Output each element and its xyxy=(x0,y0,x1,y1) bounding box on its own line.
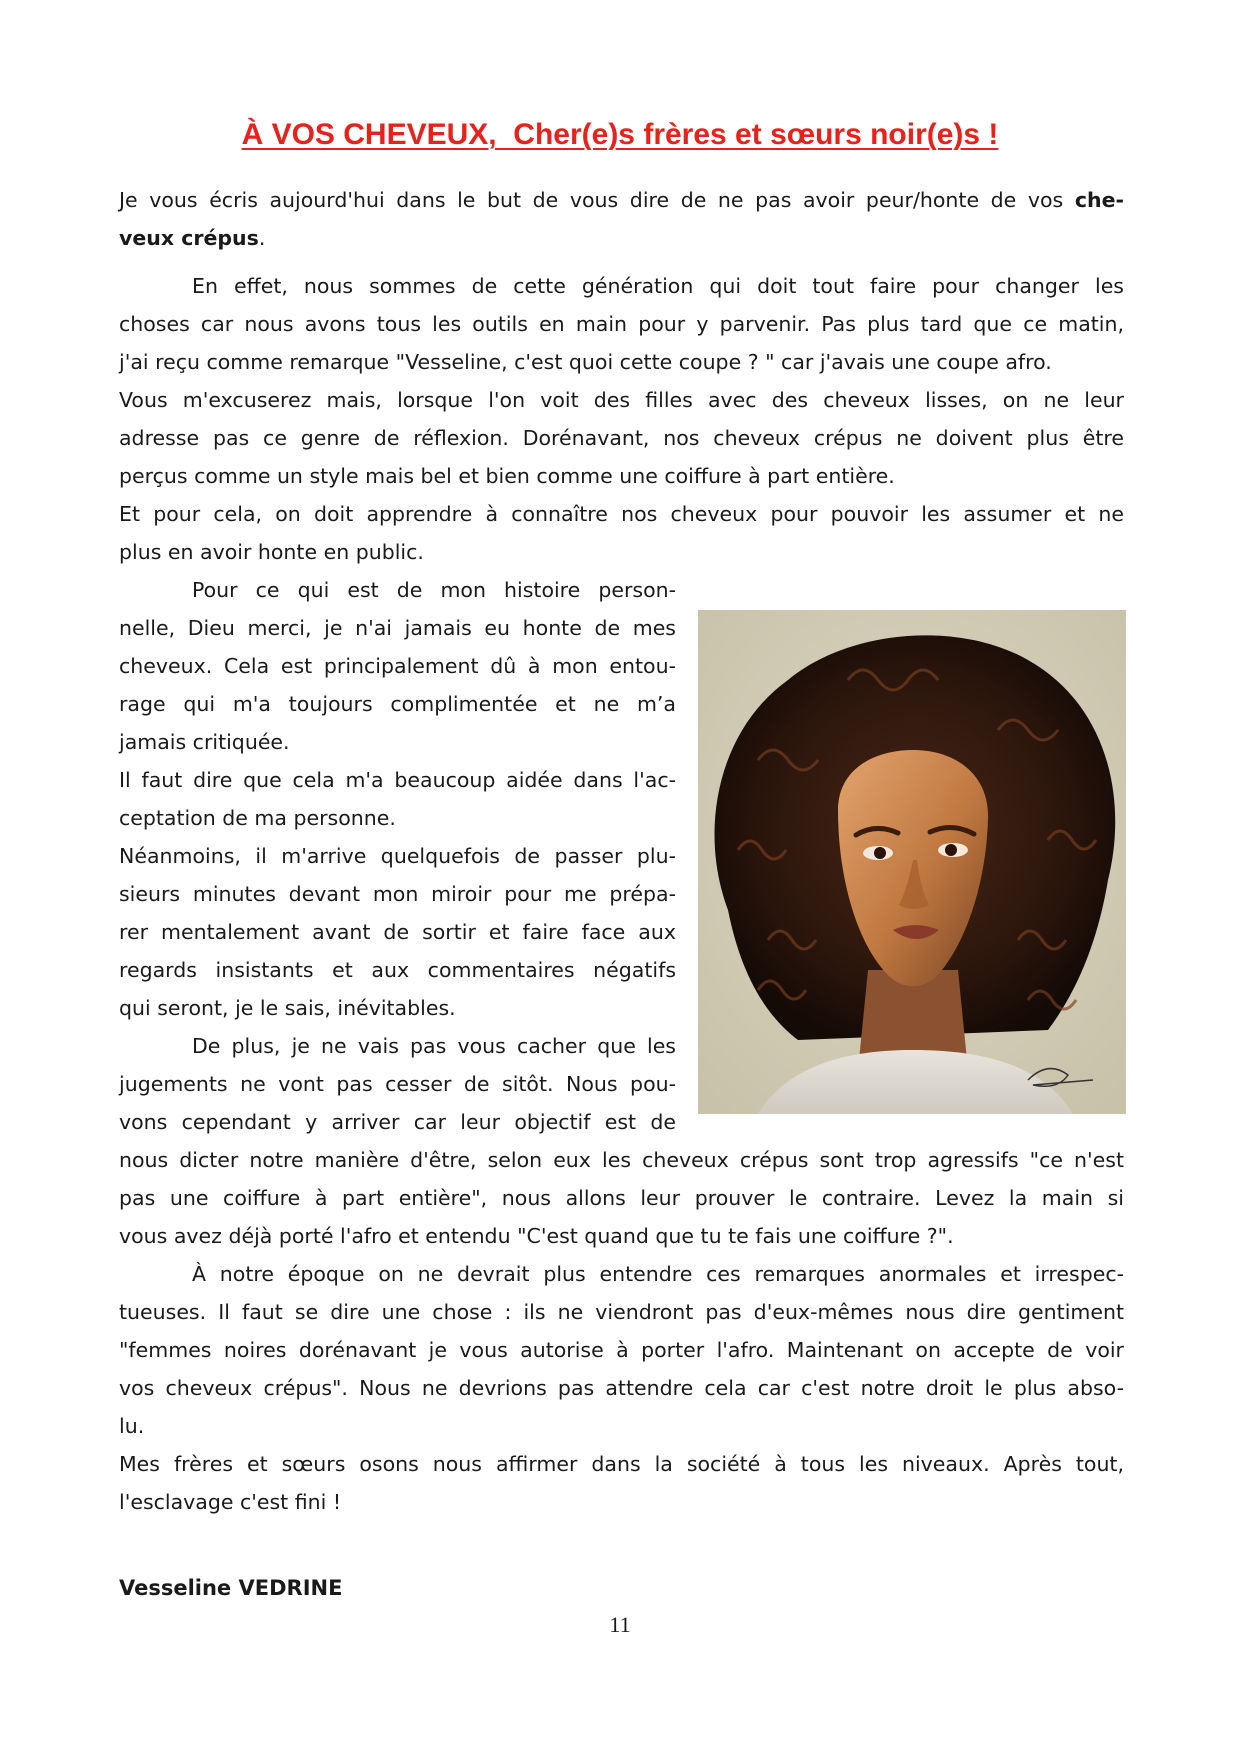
intro-line-1 xyxy=(119,181,1124,219)
text-line: pas une coiffure à part entière", nous allons leur prouver le contraire. Levez la main si xyxy=(119,1186,1124,1210)
text-line: jugements ne vont pas cesser de sitôt. Nous pou- xyxy=(119,1072,676,1096)
text-line: rage qui m'a toujours complimentée et ne m’a xyxy=(119,692,676,716)
paragraph-our-era xyxy=(119,1255,1124,1445)
text-line: En effet, nous sommes de cette génération qui doit tout faire pour changer les xyxy=(192,274,1124,298)
intro-text-1: Je vous écris aujourd'hui dans le but de vous dire de ne pas avoir peur/honte de vos xyxy=(119,188,1075,212)
text-line: À notre époque on ne devrait plus entendre ces remarques anormales et irrespec- xyxy=(192,1262,1124,1286)
text-line: vous avez déjà porté l'afro et entendu "C'est quand que tu te fais une coiffure ?". xyxy=(119,1224,954,1248)
paragraph-generation xyxy=(119,267,1124,495)
text-line: nous dicter notre manière d'être, selon eux les cheveux crépus sont trop agressifs "ce n'est xyxy=(119,1148,1124,1172)
intro-text-2: . xyxy=(258,226,266,250)
intro-bold-2: veux crépus xyxy=(119,226,259,250)
portrait-illustration xyxy=(698,610,1126,1114)
text-line: cheveux. Cela est principalement dû à mon entou- xyxy=(119,654,676,678)
author-signature: Vesseline VEDRINE xyxy=(119,1576,343,1600)
intro-paragraph xyxy=(119,181,1124,257)
text-line: vons cependant y arriver car leur objectif est de xyxy=(119,1110,676,1134)
text-line: regards insistants et aux commentaires négatifs xyxy=(119,958,676,982)
text-line: rer mentalement avant de sortir et faire face aux xyxy=(119,920,676,944)
text-line: Pour ce qui est de mon histoire person- xyxy=(192,578,676,602)
text-line: tueuses. Il faut se dire une chose : ils ne viendront pas d'eux-mêmes nous dire gentiment xyxy=(119,1300,1124,1324)
text-line: jamais critiquée. xyxy=(119,730,290,754)
text-line: Il faut dire que cela m'a beaucoup aidée dans l'ac- xyxy=(119,768,676,792)
text-line: j'ai reçu comme remarque "Vesseline, c'est quoi cette coupe ? " car j'avais une coupe afro. xyxy=(119,350,1052,374)
text-line: "femmes noires dorénavant je vous autorise à porter l'afro. Maintenant on accepte de voir xyxy=(119,1338,1124,1362)
text-line: adresse pas ce genre de réflexion. Dorénavant, nos cheveux crépus ne doivent plus être xyxy=(119,426,1124,450)
text-line: ceptation de ma personne. xyxy=(119,806,396,830)
paragraph-conclusion xyxy=(119,1445,1124,1521)
page-number: 11 xyxy=(609,1612,631,1637)
intro-line-2 xyxy=(119,219,1124,257)
text-line: qui seront, je le sais, inévitables. xyxy=(119,996,456,1020)
article-title: À VOS CHEVEUX, Cher(e)s frères et sœurs noir(e)s ! xyxy=(241,118,999,151)
text-line: sieurs minutes devant mon miroir pour me prépa- xyxy=(119,882,676,906)
paragraph-mirror xyxy=(119,837,676,1027)
paragraph-learn-hair xyxy=(119,495,1124,571)
text-line: plus en avoir honte en public. xyxy=(119,540,424,564)
text-line: De plus, je ne vais pas vous cacher que les xyxy=(192,1034,676,1058)
paragraph-acceptance xyxy=(119,761,676,837)
text-line: vos cheveux crépus". Nous ne devrions pas attendre cela car c'est notre droit le plus abso- xyxy=(119,1376,1124,1400)
text-line: Mes frères et sœurs osons nous affirmer dans la société à tous les niveaux. Après tout, xyxy=(119,1452,1124,1476)
intro-bold-1: che- xyxy=(1074,188,1124,212)
text-line: lu. xyxy=(119,1414,145,1438)
text-line: Vous m'excuserez mais, lorsque l'on voit des filles avec des cheveux lisses, on ne leur xyxy=(119,388,1124,412)
text-line: choses car nous avons tous les outils en main pour y parvenir. Pas plus tard que ce matin, xyxy=(119,312,1124,336)
text-line: Néanmoins, il m'arrive quelquefois de passer plu- xyxy=(119,844,676,868)
text-line: l'esclavage c'est fini ! xyxy=(119,1490,342,1514)
paragraph-judgements-narrow xyxy=(119,1027,676,1141)
afro-portrait-icon xyxy=(698,610,1126,1114)
text-line: perçus comme un style mais bel et bien comme une coiffure à part entière. xyxy=(119,464,895,488)
text-line: nelle, Dieu merci, je n'ai jamais eu honte de mes xyxy=(119,616,676,640)
paragraph-personal-story xyxy=(119,571,676,761)
text-line: Et pour cela, on doit apprendre à connaître nos cheveux pour pouvoir les assumer et ne xyxy=(119,502,1124,526)
paragraph-judgements-full xyxy=(119,1141,1124,1255)
